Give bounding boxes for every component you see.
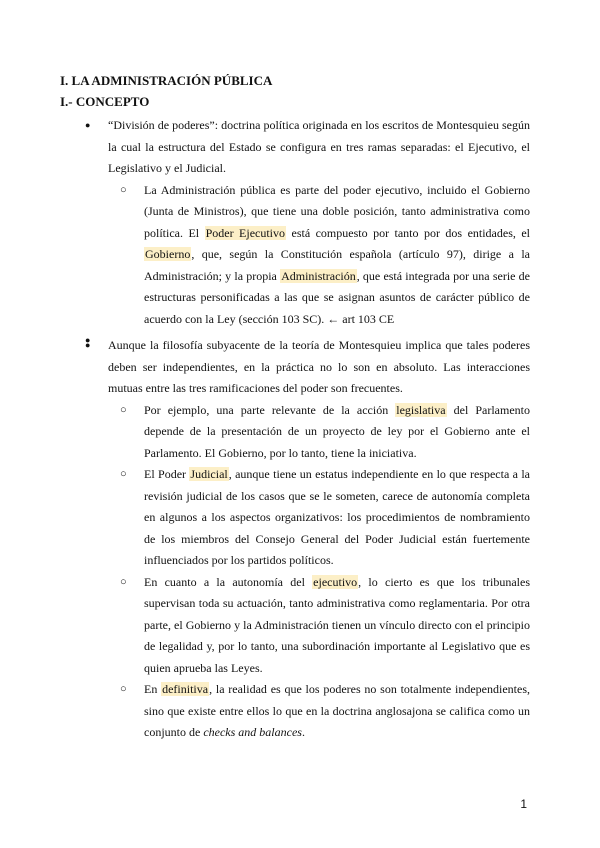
highlight: Poder Ejecutivo (205, 225, 286, 240)
bullet-item (60, 115, 530, 330)
text-run: , aunque tiene un estatus independiente en lo que respecta a la revisión judicial de los casos que se le someten, carece de autonomía completa en algunos a los aspectos organizativos: los procedimientos de nombramiento de los miembros del Consejo General del Poder Judicial están fuertemente influenciados por los partidos políticos. (144, 467, 530, 567)
subsection-heading: I.- CONCEPTO (60, 94, 150, 109)
sub-bullet-list (108, 180, 530, 331)
sub-bullet-item (108, 572, 530, 680)
text-run: del Parlamento depende de la presentación de un proyecto de ley por el Gobierno ante el Parlamento. El Gobierno, por lo tanto, tiene la iniciativa. (144, 402, 530, 460)
bullet-text: “División de poderes”: doctrina política originada en los escritos de Montesquieu según la cual la estructura del Estado se configura en tres ramas separadas: el Ejecutivo, el Legislativo y el Judicial. (108, 118, 530, 175)
highlight: ejecutivo (313, 574, 358, 589)
text-run: Por ejemplo, una parte relevante de la acción (144, 402, 396, 417)
sub-bullet-list (108, 400, 530, 744)
sub-bullet-item (108, 679, 530, 744)
sub-bullet-item (108, 464, 530, 572)
text-run: , la realidad es que los poderes no son totalmente independientes, sino que existe entre ellos lo que en la doctrina anglosajona se califica como un conjunto de (144, 682, 530, 739)
text-run: , que está integrada por una serie de estructuras personificadas a las que se asignan asuntos de carácter público de acuerdo con la Ley (sección 103 SC). ← art 103 CE (144, 268, 530, 326)
sub-bullet-item (108, 180, 530, 331)
text-run: En (144, 682, 162, 696)
highlight: Judicial (190, 467, 228, 481)
page-number: 1 (520, 797, 527, 811)
text-run: está compuesto por tanto por dos entidades, el (286, 225, 531, 240)
highlight: legislativa (396, 402, 446, 417)
italic-term: checks and balances (203, 725, 302, 739)
bullet-text: Aunque la filosofía subyacente de la teoría de Montesquieu implica que tales poderes deben ser independientes, en la práctica no lo son en absoluto. Las interacciones mutuas entre las tres ramificaciones del poder son frecuentes. (108, 338, 530, 395)
bullet-item (60, 335, 530, 744)
highlight: Gobierno (145, 247, 191, 261)
highlight: definitiva (162, 682, 209, 696)
text-run: En cuanto a la autonomía del (144, 574, 313, 589)
highlight: Administración (281, 268, 356, 283)
text-run: , que, según la Constitución española (artículo 97), dirige a la Administración; y la propia (144, 247, 530, 283)
section-heading: I. LA ADMINISTRACIÓN PÚBLICA (60, 73, 273, 88)
text-run: La Administración pública es parte del poder ejecutivo, incluido el Gobierno (Junta de Ministros), que tiene una doble posición, tanto administrativa como política. El (144, 182, 530, 240)
bullet-list (60, 115, 530, 744)
sub-bullet-item (108, 400, 530, 465)
text-run: El Poder (144, 467, 190, 481)
text-run: , lo cierto es que los tribunales supervisan toda su actuación, tanto administrativa como reglamentaria. Por otra parte, el Gobierno y la Administración tienen un vínculo directo con el principio de legalidad y, por lo tanto, una subordinación importante al Legislativo que es quien aprueba las Leyes. (144, 574, 530, 675)
text-run: . (301, 725, 305, 739)
